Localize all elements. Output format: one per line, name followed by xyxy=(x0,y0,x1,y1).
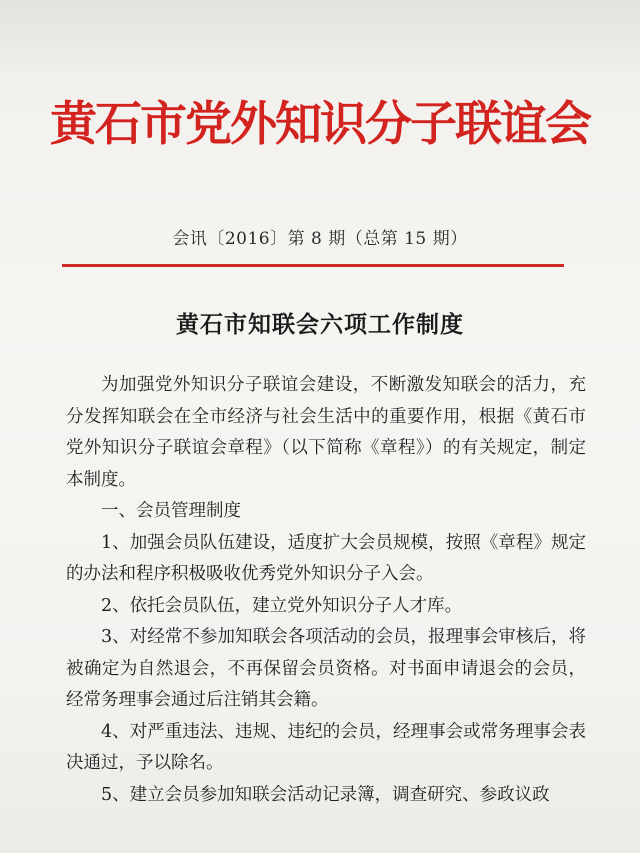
clause-3: 3、对经常不参加知联会各项活动的会员，报理事会审核后，将被确定为自然退会，不再保留会员资格。对书面申请退会的会员，经常务理事会通过后注销其会籍。 xyxy=(66,627,586,710)
clause-5: 5、建立会员参加知联会活动记录簿，调查研究、参政议政 xyxy=(101,784,550,805)
clause-1: 1、加强会员队伍建设，适度扩大会员规模，按照《章程》规定的办法和程序积极吸收优秀党外知识分子入会。 xyxy=(66,532,586,584)
body-text xyxy=(66,370,586,811)
document-title: 黄石市知联会六项工作制度 xyxy=(176,311,464,338)
clause-4: 4、对严重违法、违规、违纪的会员，经理事会或常务理事会表决通过，予以除名。 xyxy=(66,721,586,773)
intro-paragraph: 为加强党外知识分子联谊会建设，不断激发知联会的活力，充分发挥知联会在全市经济与社会生活中的重要作用，根据《黄石市党外知识分子联谊会章程》（以下简称《章程》）的有关规定，制定本制度。 xyxy=(66,375,586,490)
clause-2: 2、依托会员队伍，建立党外知识分子人才库。 xyxy=(101,595,463,616)
masthead-title: 黄石市党外知识分子联谊会 xyxy=(50,97,590,152)
issue-number: 会讯〔2016〕第 8 期（总第 15 期） xyxy=(172,229,468,249)
section-heading: 一、会员管理制度 xyxy=(101,501,241,521)
red-divider xyxy=(62,264,564,267)
